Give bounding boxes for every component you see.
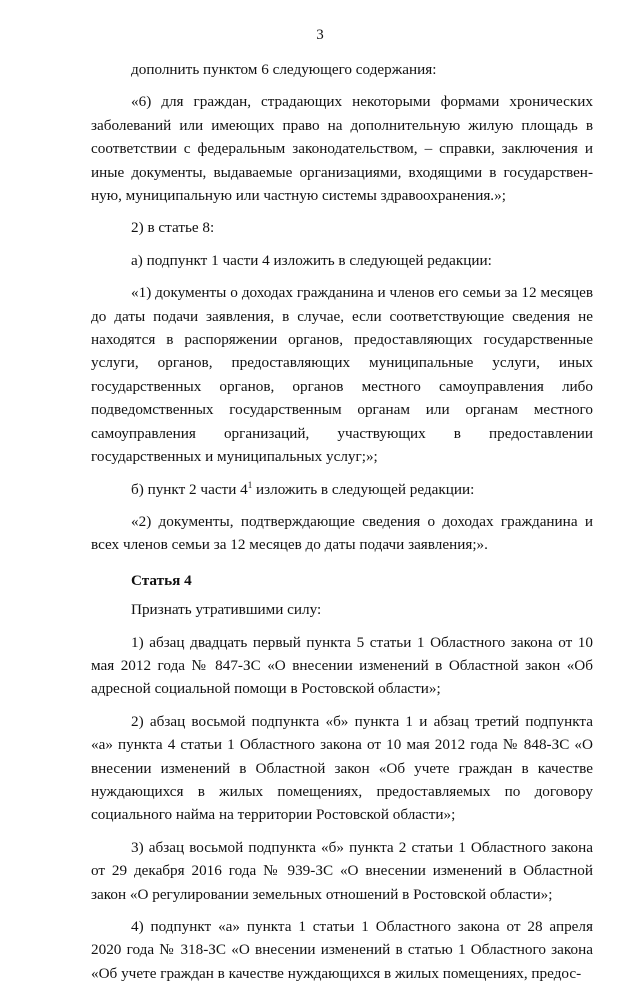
paragraph-repeal-1: 1) абзац двадцать первый пункта 5 статьи 1 Областного закона от 10 мая 2012 года № 847-ЗС «О внесении изменений в Областной закон «Об адресной социальной помощи в Ростовской области»; (91, 633, 593, 698)
paragraph-repeal-intro: Признать утратившими силу: (131, 601, 322, 619)
paragraph-repeal-4: 4) подпункт «а» пункта 1 статьи 1 Областного закона от 28 апреля 2020 года № 318-ЗС «О внесении изменений в статью 1 Областного закона «Об учете граждан в качестве нуждающихся в жилых помещениях, предос- (91, 918, 593, 982)
paragraph-item-6: «6) для граждан, страдающих некоторыми формами хронических заболеваний или имеющих право на дополнительную жилую площадь в соответствии с федеральным законодательством, – справки, заключения и иные документы, выдаваемые организациями, входящими в государственную, муниципальную или частную системы здравоохранения.»; (91, 93, 593, 205)
superscript: 1 (247, 479, 253, 490)
paragraph-repeal-2: 2) абзац восьмой подпункта «б» пункта 1 и абзац третий подпункта «а» пункта 4 статьи 1 Областного закона от 10 мая 2012 года № 848-ЗС «О внесении изменений в Областной закон «Об учете граждан в качестве нуждающихся в жилых помещениях, предоставляемых по договору социального найма на территории Ростовской области»; (91, 712, 593, 824)
article-heading: Статья 4 (131, 571, 192, 589)
page-number: 3 (316, 27, 324, 43)
paragraph-subitem-a: а) подпункт 1 части 4 изложить в следующей редакции: (131, 251, 492, 269)
paragraph-article-8: 2) в статье 8: (131, 219, 215, 237)
document-body (91, 58, 593, 994)
paragraph-subitem-b-rest: изложить в следующей редакции: (252, 480, 475, 498)
paragraph-intro: дополнить пунктом 6 следующего содержания: (131, 61, 437, 78)
paragraph-item-2-documents: «2) документы, подтверждающие сведения о доходах гражданина и всех членов семьи за 12 месяцев до даты подачи заявления;». (91, 512, 593, 554)
paragraph-subitem-b-text: б) пункт 2 части 4 (131, 480, 248, 498)
paragraph-item-1-documents: «1) документы о доходах гражданина и членов его семьи за 12 месяцев до даты подачи заявления, в случае, если соответствующие сведения не находятся в распоряжении органов, предоставляющих государственные услуги, органов, предоставляющих муниципальные услуги, иных государственных органов, органов местного самоуправления либо подведомственных государственным органам или органам местного самоуправления организаций, участвующих в предоставлении государственных и муниципальных услуг;»; (91, 284, 593, 466)
paragraph-repeal-3: 3) абзац восьмой подпункта «б» пункта 2 статьи 1 Областного закона от 29 декабря 2016 года № 939-ЗС «О внесении изменений в Областной закон «О регулировании земельных отношений в Ростовской области»; (91, 838, 593, 903)
paragraph-subitem-b (91, 478, 593, 501)
